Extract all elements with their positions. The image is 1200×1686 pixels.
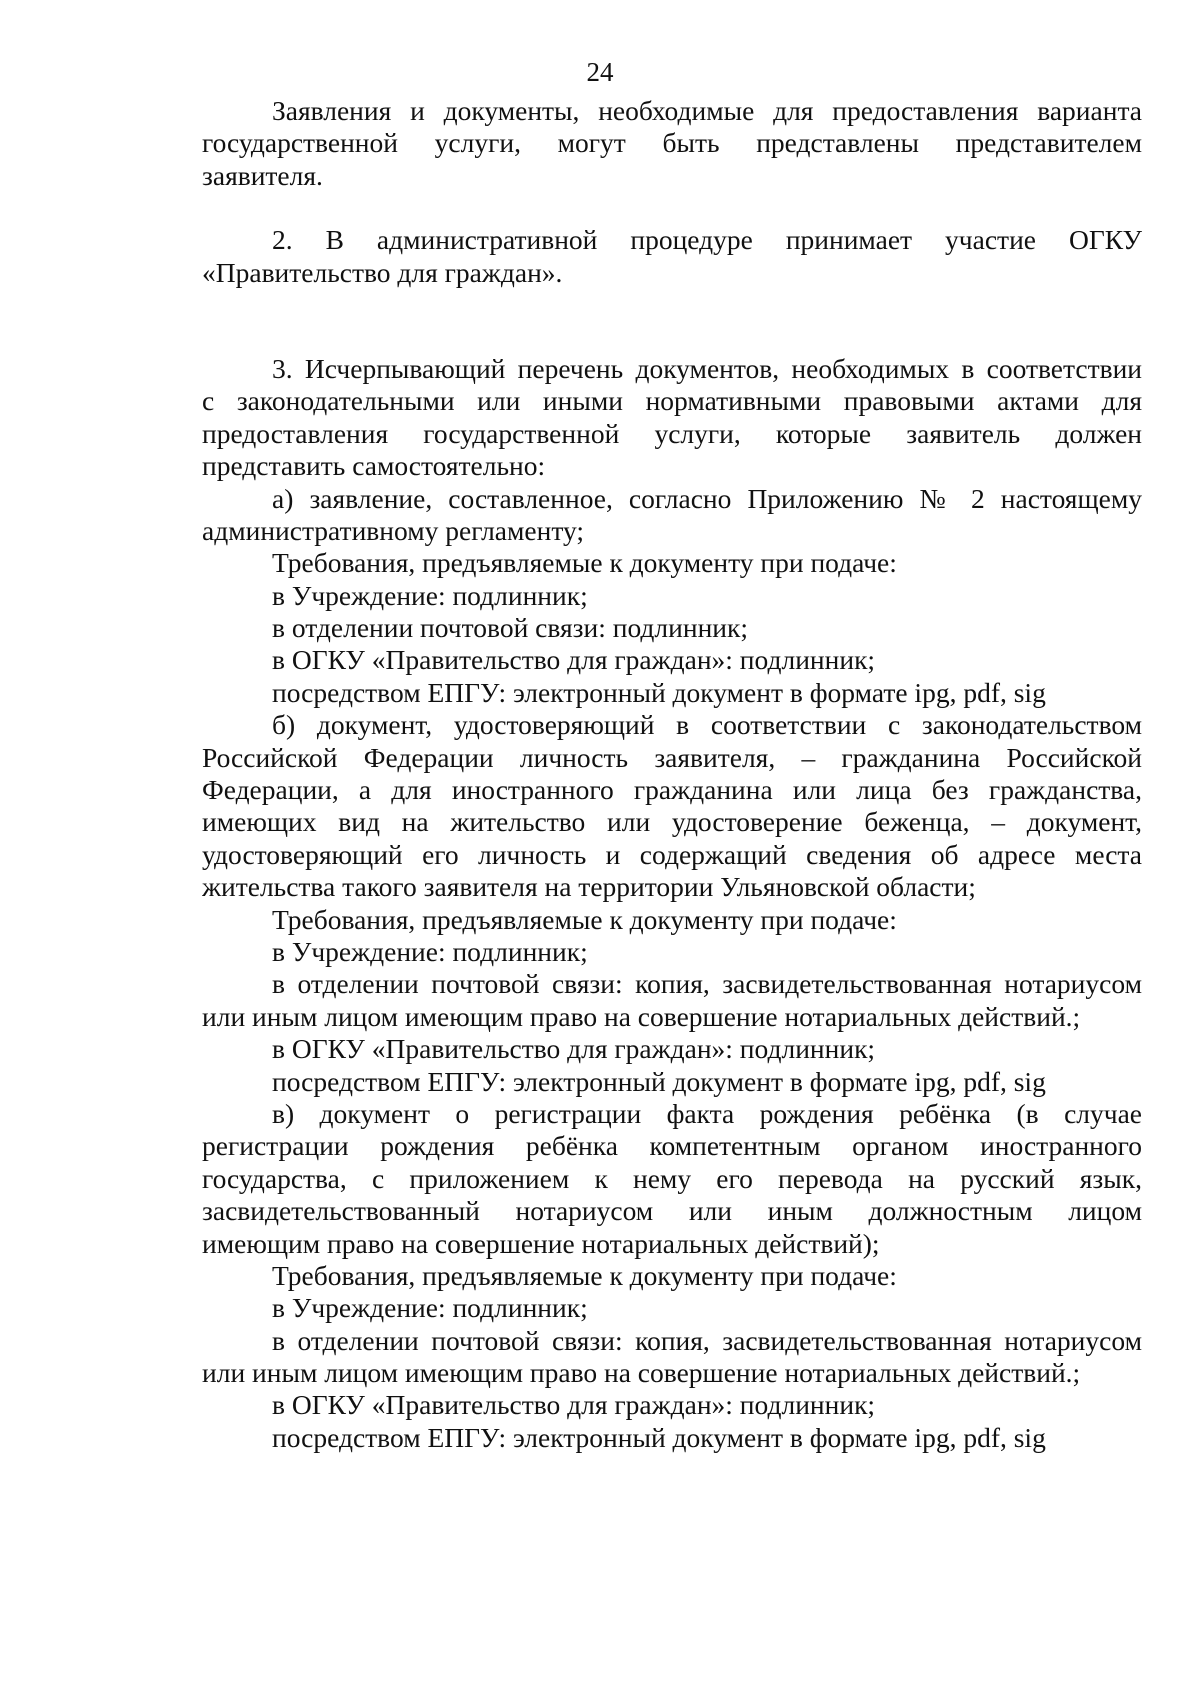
- paragraph: [202, 224, 1142, 289]
- paragraph: [202, 353, 1142, 1454]
- text-line: «Правительство для граждан».: [202, 256, 563, 288]
- text-line: административному регламенту;: [202, 514, 585, 546]
- text-line: с законодательными или иными нормативными правовыми актами для: [202, 385, 1142, 417]
- text-line: б) документ, удостоверяющий в соответствии с законодательством: [272, 709, 1142, 741]
- text-line: в ОГКУ «Правительство для граждан»: подлинник;: [272, 1033, 876, 1065]
- text-line: 2. В административной процедуре принимает участие ОГКУ: [272, 224, 1142, 256]
- text-line: в отделении почтовой связи: копия, засвидетельствованная нотариусом: [272, 968, 1142, 1000]
- text-line: или иным лицом имеющим право на совершение нотариальных действий.;: [202, 1357, 1081, 1389]
- text-line: Федерации, а для иностранного гражданина или лица без гражданства,: [202, 774, 1142, 806]
- text-line: засвидетельствованный нотариусом или иным должностным лицом: [202, 1195, 1142, 1227]
- text-line: представить самостоятельно:: [202, 450, 546, 482]
- text-line: посредством ЕПГУ: электронный документ в формате ipg, pdf, sig: [272, 676, 1046, 708]
- text-line: Требования, предъявляемые к документу при подаче:: [272, 1259, 897, 1291]
- page-number: 24: [586, 57, 614, 87]
- text-line: в Учреждение: подлинник;: [272, 935, 588, 967]
- text-line: регистрации рождения ребёнка компетентным органом иностранного: [202, 1130, 1142, 1162]
- text-line: предоставления государственной услуги, которые заявитель должен: [202, 417, 1142, 449]
- paragraph: [202, 95, 1142, 192]
- text-line: в отделении почтовой связи: копия, засвидетельствованная нотариусом: [272, 1324, 1142, 1356]
- text-line: в отделении почтовой связи: подлинник;: [272, 612, 749, 644]
- text-line: в Учреждение: подлинник;: [272, 1292, 588, 1324]
- text-line: а) заявление, составленное, согласно Приложению № 2 настоящему: [272, 482, 1142, 514]
- text-line: посредством ЕПГУ: электронный документ в формате ipg, pdf, sig: [272, 1421, 1046, 1453]
- paragraph-gap: [202, 289, 1142, 353]
- text-line: государственной услуги, могут быть представлены представителем: [202, 127, 1142, 159]
- text-line: Требования, предъявляемые к документу при подаче:: [272, 547, 897, 579]
- text-line: имеющих вид на жительство или удостоверение беженца, – документ,: [202, 806, 1142, 838]
- text-line: в ОГКУ «Правительство для граждан»: подлинник;: [272, 1389, 876, 1421]
- text-line: в) документ о регистрации факта рождения ребёнка (в случае: [272, 1097, 1142, 1129]
- text-line: имеющим право на совершение нотариальных действий);: [202, 1227, 880, 1259]
- document-body: [202, 95, 1142, 1454]
- text-line: в Учреждение: подлинник;: [272, 579, 588, 611]
- text-line: посредством ЕПГУ: электронный документ в формате ipg, pdf, sig: [272, 1065, 1046, 1097]
- text-line: 3. Исчерпывающий перечень документов, необходимых в соответствии: [272, 352, 1142, 384]
- text-line: жительства такого заявителя на территории Ульяновской области;: [202, 871, 976, 903]
- text-line: Российской Федерации личность заявителя, – гражданина Российской: [202, 741, 1142, 773]
- text-line: удостоверяющий его личность и содержащий сведения об адресе места: [202, 838, 1142, 870]
- paragraph-gap: [202, 192, 1142, 224]
- text-line: государства, с приложением к нему его перевода на русский язык,: [202, 1162, 1142, 1194]
- text-line: в ОГКУ «Правительство для граждан»: подлинник;: [272, 644, 876, 676]
- text-line: Заявления и документы, необходимые для предоставления варианта: [272, 95, 1142, 126]
- text-line: или иным лицом имеющим право на совершение нотариальных действий.;: [202, 1000, 1081, 1032]
- text-line: Требования, предъявляемые к документу при подаче:: [272, 903, 897, 935]
- text-line: заявителя.: [202, 159, 323, 191]
